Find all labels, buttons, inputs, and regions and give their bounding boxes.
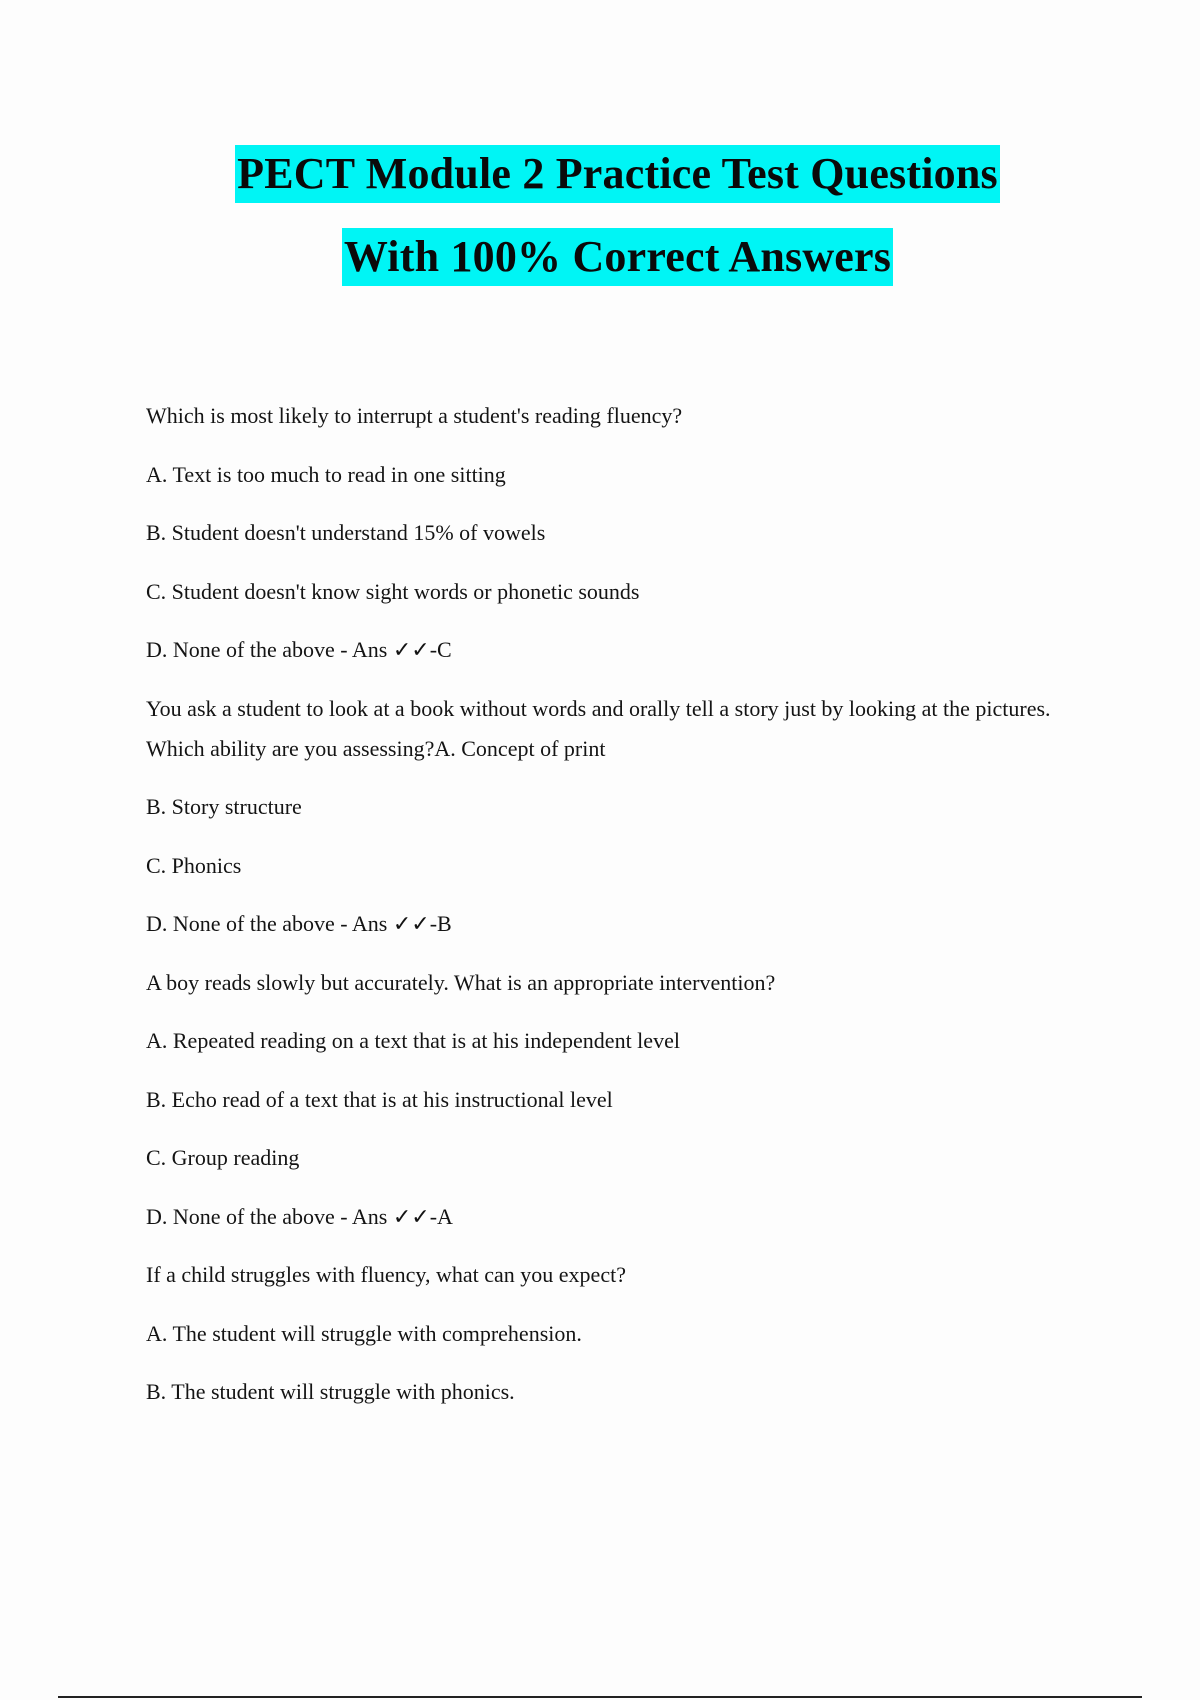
- question-2-option-c: C. Phonics: [146, 852, 242, 878]
- question-3-option-c: C. Group reading: [146, 1145, 300, 1170]
- document-title: [0, 145, 1200, 286]
- question-4-option-b: B. The student will struggle with phonics.: [146, 1379, 515, 1404]
- question-4: If a child struggles with fluency, what can you expect?: [146, 1262, 626, 1287]
- title-line-1: PECT Module 2 Practice Test Questions: [235, 145, 1000, 203]
- footer-divider: [58, 1696, 1142, 1698]
- question-3-option-b: B. Echo read of a text that is at his instructional level: [146, 1086, 613, 1112]
- question-2-option-b: B. Story structure: [146, 794, 302, 819]
- question-1: Which is most likely to interrupt a student's reading fluency?: [146, 403, 683, 428]
- question-3-option-d-answer: D. None of the above - Ans ✓✓-A: [146, 1203, 453, 1229]
- title-line-2: With 100% Correct Answers: [342, 228, 893, 286]
- question-4-option-a: A. The student will struggle with comprehension.: [146, 1320, 582, 1346]
- question-1-option-d-answer: D. None of the above - Ans ✓✓-C: [146, 637, 452, 662]
- question-2: You ask a student to look at a book without words and orally tell a story just by looking at the pictures. Which ability are you assessing?A. Concept of print: [146, 695, 1051, 761]
- question-1-option-b: B. Student doesn't understand 15% of vowels: [146, 520, 546, 545]
- question-1-option-c: C. Student doesn't know sight words or phonetic sounds: [146, 578, 640, 604]
- document-body: [146, 396, 1076, 1431]
- question-3-option-a: A. Repeated reading on a text that is at his independent level: [146, 1028, 680, 1053]
- question-3: A boy reads slowly but accurately. What is an appropriate intervention?: [146, 969, 776, 995]
- question-2-option-d-answer: D. None of the above - Ans ✓✓-B: [146, 911, 452, 936]
- question-1-option-a: A. Text is too much to read in one sitting: [146, 461, 506, 487]
